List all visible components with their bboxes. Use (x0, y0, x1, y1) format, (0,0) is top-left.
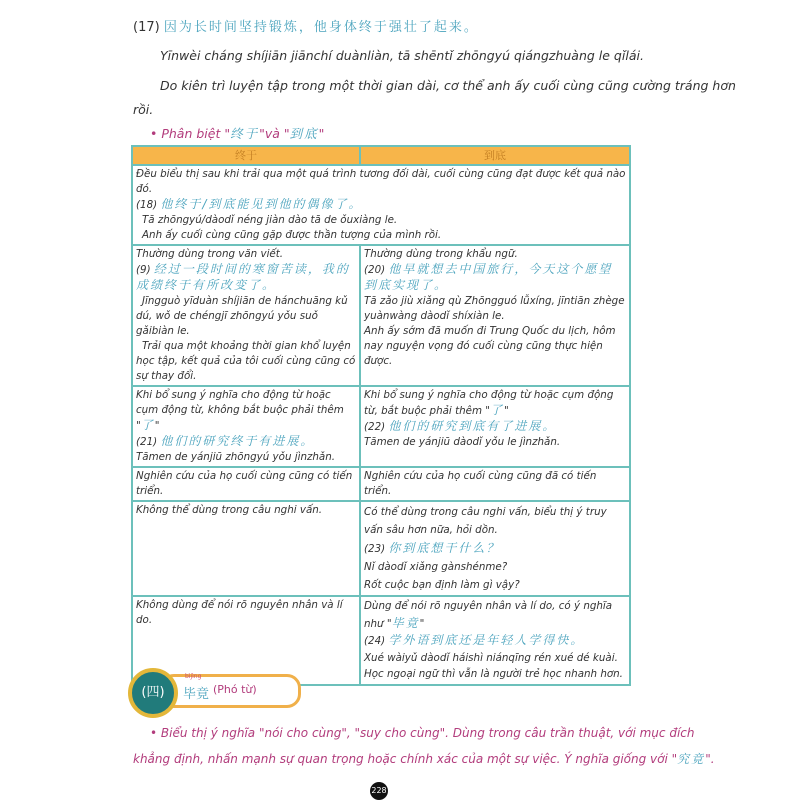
word-le: 了 (490, 403, 505, 417)
word-bijing: 毕竟 (391, 615, 420, 630)
table-row (132, 165, 630, 245)
header-zhongyu: 终于 (132, 146, 360, 165)
cell-text: Thường dùng trong văn viết. (136, 248, 284, 260)
cell-text: " (419, 617, 425, 630)
compare-heading (150, 124, 324, 142)
example-number: (21) (136, 436, 158, 448)
example-pinyin: Nǐ dàodǐ xiǎng gànshénme? (364, 561, 508, 573)
section-label: (Phó từ) (213, 683, 257, 696)
example-pinyin: Yīnwèi cháng shíjiān jiānchí duànliàn, tā shēntǐ zhōngyú qiángzhuàng le qǐlái. (160, 48, 644, 63)
word-le: 了 (140, 418, 155, 432)
example-translation: Rốt cuộc bạn định làm gì vậy? (364, 579, 520, 591)
bullet-text: • Biểu thị ý nghĩa "nói cho cùng", "suy cho cùng". Dùng trong câu trần thuật, với mục đích (150, 726, 695, 740)
example-chinese: 你到底想干什么？ (388, 541, 501, 555)
example-translation: Anh ấy cuối cùng cũng gặp được thần tượng của mình rồi. (142, 229, 442, 241)
example-number: (9) (136, 264, 151, 276)
word-jiujing: 究竟 (677, 752, 706, 766)
example-number: (22) (364, 421, 386, 433)
example-translation: Trải qua một khoảng thời gian khổ luyện học tập, kết quả của tôi cuối cùng cũng có sự thay đổi. (136, 340, 356, 382)
example-pinyin: Tā zǎo jiù xiǎng qù Zhōngguó lǚxíng, jīntiān zhège yuànwàng dàodǐ shíxiàn le. (364, 295, 625, 322)
example-pinyin: Jīngguò yīduàn shíjiān de hánchuāng kǔ dú, wǒ de chéngjī zhōngyú yǒu suǒ gǎibiàn le. (136, 295, 348, 337)
example-chinese: 他们的研究到底有了进展。 (388, 419, 557, 433)
example-number: (18) (136, 199, 158, 211)
example-translation: Anh ấy sớm đã muốn đi Trung Quốc du lịch, hôm nay nguyện vọng đó cuối cùng cũng thực hiện được. (364, 325, 616, 367)
example-translation: Do kiên trì luyện tập trong một thời gian dài, cơ thể anh ấy cuối cùng cũng cường tráng hơn (160, 78, 736, 93)
example-pinyin: Xué wàiyǔ dàodǐ háishì niánqīng rén xué dé kuài. (364, 651, 618, 664)
example-number: (23) (364, 543, 386, 555)
example-chinese: 他早就想去中国旅行，今天这个愿望到底实现了。 (364, 262, 613, 292)
example-number: (17) (133, 20, 160, 35)
heading-text: • Phân biệt " (150, 126, 231, 141)
heading-word: 终于 (230, 126, 260, 141)
heading-word: 到底 (289, 126, 319, 141)
example-chinese: 经过一段时间的寒窗苦读，我的成绩终于有所改变了。 (136, 262, 350, 292)
section-pinyin: bìjìng (185, 673, 202, 680)
heading-text: " (318, 126, 325, 141)
header-daodi: 到底 (360, 146, 630, 165)
cell-text: Có thể dùng trong câu nghi vấn, biểu thị ý truy vấn sâu hơn nữa, hỏi dồn. (364, 506, 607, 536)
example-chinese: 他们的研究终于有进展。 (160, 434, 315, 448)
example-pinyin: Tāmen de yánjiū dàodǐ yǒu le jìnzhǎn. (364, 436, 561, 448)
table-cell (360, 596, 630, 685)
comparison-table (131, 145, 631, 686)
cell-text: Khi bổ sung ý nghĩa cho động từ hoặc cụm động từ, bắt buộc phải thêm " (364, 389, 614, 417)
example-chinese: 学外语到底还是年轻人学得快。 (388, 633, 585, 647)
example-translation-cont: rồi. (133, 102, 154, 117)
table-cell: Nghiên cứu của họ cuối cùng cũng đã có tiến triển. (360, 467, 630, 501)
table-cell (360, 386, 630, 467)
table-row (132, 596, 630, 685)
example-pinyin: Tāmen de yánjiū zhōngyú yǒu jìnzhǎn. (136, 451, 336, 463)
cell-text: Thường dùng trong khẩu ngữ. (364, 248, 518, 260)
cell-text: Đều biểu thị sau khi trải qua một quá trình tương đối dài, cuối cùng cũng đạt được kết quả nào đó. (136, 168, 626, 195)
bullet-text: khẳng định, nhấn mạnh sự quan trọng hoặc chính xác của một sự việc. Ý nghĩa giống với " (133, 752, 678, 766)
example-number: (20) (364, 264, 386, 276)
cell-text: Khi bổ sung ý nghĩa cho động từ hoặc cụm động từ, không bắt buộc phải thêm " (136, 389, 344, 432)
example-pinyin: Tā zhōngyú/dàodǐ néng jiàn dào tā de ǒuxiàng le. (142, 214, 398, 226)
section-title (160, 674, 301, 708)
page-number: 228 (370, 782, 388, 800)
table-row (132, 501, 630, 596)
example-chinese: 他终于/到底能见到他的偶像了。 (160, 197, 363, 211)
table-cell (360, 501, 630, 596)
table-cell (360, 245, 630, 386)
table-row (132, 245, 630, 386)
section-badge: (四) (128, 668, 178, 718)
example-chinese: 因为长时间坚持锻炼，他身体终于强壮了起来。 (163, 20, 479, 35)
cell-text: " (504, 405, 509, 417)
bullet-text: ". (705, 752, 715, 766)
table-cell (132, 165, 630, 245)
table-cell: Nghiên cứu của họ cuối cùng cũng có tiến triển. (132, 467, 360, 501)
table-cell (132, 386, 360, 467)
table-cell: Không dùng để nói rõ nguyên nhân và lí do. (132, 596, 360, 685)
table-cell (132, 245, 360, 386)
cell-text: Dùng để nói rõ nguyên nhân và lí do, có ý nghĩa như " (364, 600, 613, 630)
example-translation: Học ngoại ngữ thì vẫn là người trẻ học nhanh hơn. (364, 668, 623, 680)
table-row (132, 467, 630, 501)
table-cell: Không thể dùng trong câu nghi vấn. (132, 501, 360, 596)
bullet-text-cont (133, 750, 715, 767)
cell-text: " (154, 420, 160, 432)
example-number: (24) (364, 635, 386, 647)
section-word: 毕竟 (183, 687, 210, 702)
example-17 (133, 16, 479, 35)
heading-text: "và " (259, 126, 290, 141)
table-row (132, 386, 630, 467)
